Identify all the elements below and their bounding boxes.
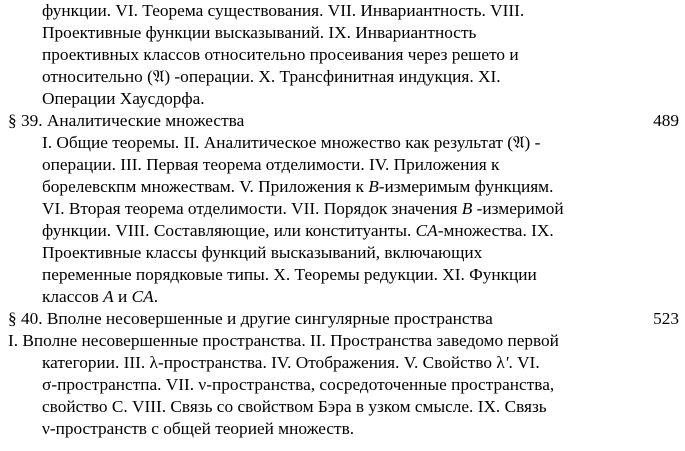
section-39-line-2: операции. III. Первая теорема отделимости. IV. Приложения к bbox=[42, 155, 500, 174]
section-39-page-number: 489 bbox=[653, 111, 679, 130]
section-40-line-1: I. Вполне несовершенные пространства. II. Пространства заведомо первой bbox=[8, 331, 559, 350]
toc-intro-line-1: функции. VI. Теорема существования. VII. Инвариантность. VIII. bbox=[42, 1, 525, 20]
italic-term: CA bbox=[131, 287, 154, 306]
section-39-line-4: VI. Вторая теорема отделимости. VII. Порядок значения B -измеримой bbox=[42, 199, 564, 218]
section-39-line-3: борелевскпм множествам. V. Приложения к B-измеримым функциям. bbox=[42, 177, 554, 196]
italic-term: B bbox=[461, 199, 473, 218]
section-39-line-7: переменные порядковые типы. X. Теоремы редукции. XI. Функции bbox=[42, 265, 537, 284]
section-39-line-6: Проективные классы функций высказываний, включающих bbox=[42, 243, 483, 262]
italic-term: B bbox=[368, 177, 379, 196]
section-39-line-8: классов A и CA. bbox=[42, 287, 159, 306]
section-40-line-4: свойство С. VIII. Связь со свойством Бэра в узком смысле. IX. Связь bbox=[42, 397, 547, 416]
section-39-title: § 39. Аналитические множества bbox=[8, 111, 245, 130]
section-40-line-5: ν-пространств с общей теорией множеств. bbox=[42, 419, 355, 438]
section-39-line-1: I. Общие теоремы. II. Аналитическое множество как результат (𝔄) - bbox=[42, 133, 541, 152]
section-40-line-3: σ-пространстпа. VII. ν-пространства, сосредоточенные пространства, bbox=[42, 375, 555, 394]
toc-intro-line-5: Операции Хаусдорфа. bbox=[42, 89, 205, 108]
italic-term: ' bbox=[504, 353, 509, 372]
italic-term: A bbox=[103, 287, 114, 306]
toc-intro-line-4: относительно (𝔄) -операции. X. Трансфинитная индукция. XI. bbox=[42, 67, 501, 86]
section-39-line-5: функции. VIII. Составляющие, или конституанты. CA-множества. IX. bbox=[42, 221, 554, 240]
section-40-title: § 40. Вполне несовершенные и другие сингулярные пространства bbox=[8, 309, 493, 328]
toc-intro-line-3: проективных классов относительно просеивания через решето и bbox=[42, 45, 519, 64]
section-40-line-2: категории. III. λ-пространства. IV. Отображения. V. Свойство λ'. VI. bbox=[42, 353, 540, 372]
section-40-page-number: 523 bbox=[653, 309, 679, 328]
toc-intro-line-2: Проективные функции высказываний. IX. Инвариантность bbox=[42, 23, 477, 42]
italic-term: CA bbox=[415, 221, 438, 240]
